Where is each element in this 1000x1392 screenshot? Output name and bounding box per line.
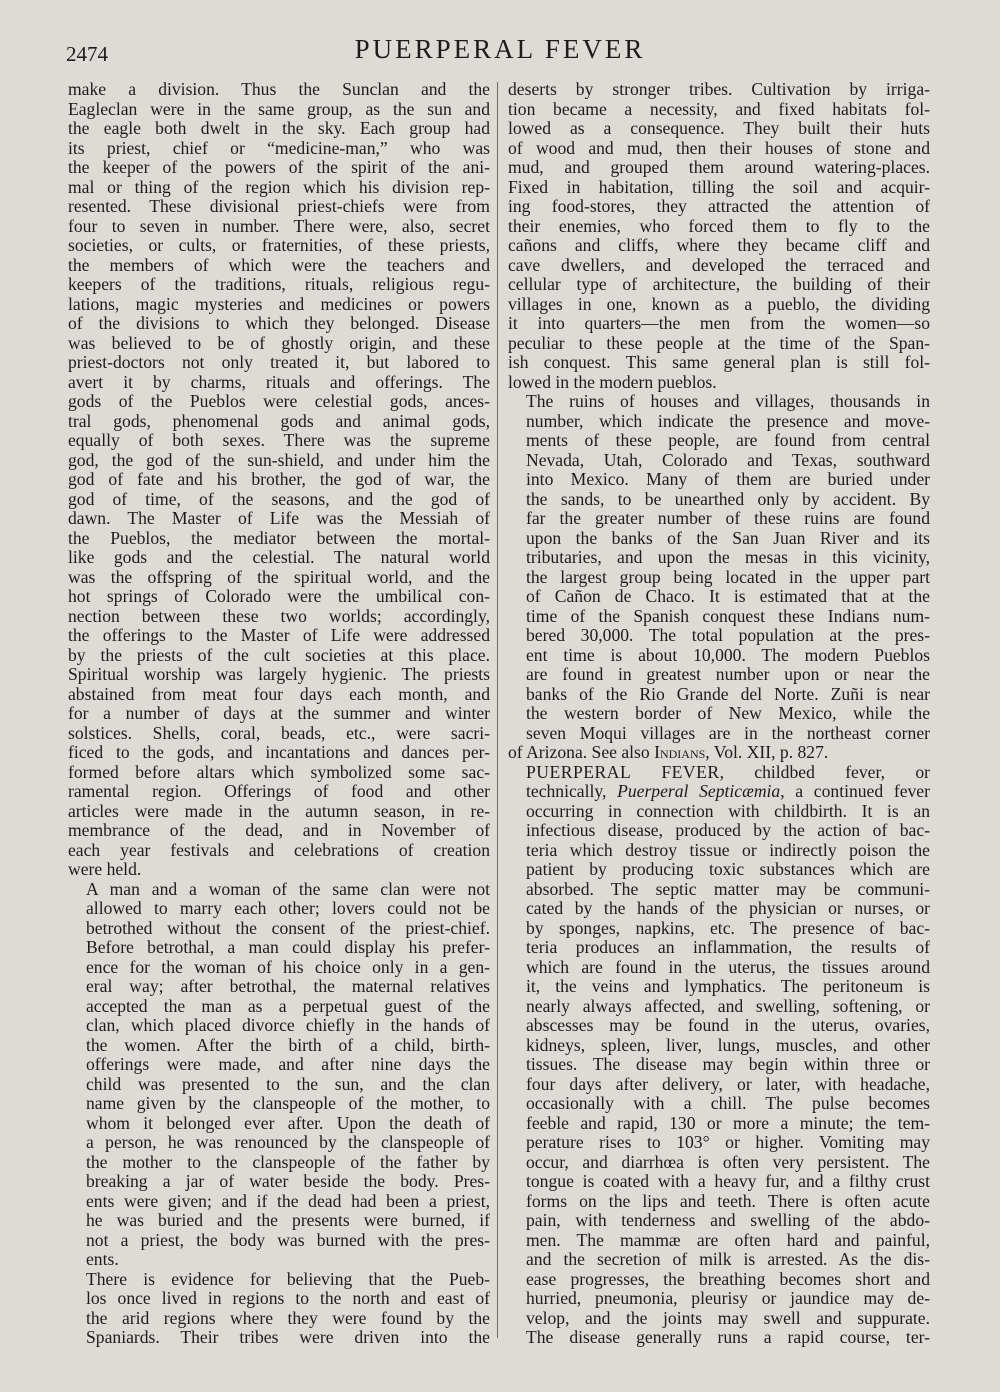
text-line: the members of which were the teachers and [68,254,490,275]
text-line: mud, and grouped them around watering-places. [508,157,930,177]
text-line: tion became a necessity, and fixed habitats fol- [508,98,930,119]
text-line: The disease generally runs a rapid course, ter- [526,1327,930,1347]
text-line: ence for the woman of his choice only in a gen- [86,956,490,977]
text-line: betrothed without the consent of the priest-chief. [86,917,490,938]
text-line: perature rises to 103° or higher. Vomiting may [526,1132,930,1152]
text-line: mal or thing of the region which his division rep- [68,176,490,197]
text-line: gods of the Pueblos were celestial gods, ances- [68,391,490,411]
paragraph-pueblo-ruins [508,392,930,743]
text-line: avert it by charms, rituals and offerings. The [68,371,490,392]
text-line: was the offspring of the spiritual world, and the [68,566,490,587]
text-line: feeble and rapid, 130 or more a minute; the tem- [526,1112,930,1133]
text-line: ments of these people, are found from central [526,430,930,450]
text-line: cellular type of architecture, the building of their [508,274,930,294]
text-line: abstained from meat four days each month, and [68,683,490,704]
running-head: PUERPERAL FEVER [354,34,646,64]
text-line: formed before altars which symbolized some sac- [68,761,490,782]
text-line: Spaniards. Their tribes were driven into the [86,1327,490,1347]
text-line: it, the veins and lymphatics. The peritoneum is [526,976,930,996]
text-line: cated by the hands of the physician or nurses, or [526,898,930,918]
text-line: breaking a jar of water beside the body. Pres- [86,1171,490,1191]
text-line: and the secretion of milk is arrested. As the dis- [526,1249,930,1269]
text-line: abscesses may be found in the uterus, ovaries, [526,1015,930,1035]
paragraph-pueblo-religion [68,80,490,880]
text-line: far the greater number of these ruins are found [526,508,930,528]
text-line: eral way; after betrothal, the maternal relatives [86,976,490,996]
text-line: the arid regions where they were found by the [86,1307,490,1328]
paragraph-pueblo-dwellings [508,80,930,392]
text-line: of Cañon de Chaco. It is estimated that at the [526,586,930,606]
text-line: offerings were made, and after nine days the [86,1054,490,1074]
text-line: hurried, pneumonia, pleurisy or jaundice may de- [526,1288,930,1308]
text-line: ents. [86,1249,119,1269]
text-line: articles were made in the autumn season, in re- [68,800,490,821]
text-line: technically, Puerperal Septicæmia, a continued fever [526,781,930,801]
text-line: the largest group being located in the upper part [526,566,930,587]
text-line: ents were given; and if the dead had been a priest, [86,1190,490,1211]
text-line: ficed to the gods, and incantations and dances per- [68,742,490,762]
text-line: lowed in the modern pueblos. [508,371,717,392]
text-line: its priest, chief or “medicine-man,” who was [68,137,490,158]
page-number: 2474 [66,42,108,66]
text-line: resented. These divisional priest-chiefs were from [68,196,490,216]
text-line: make a division. Thus the Sunclan and the [68,79,490,99]
text-line: of wood and mud, then their houses of stone and [508,137,930,158]
text-line: Before betrothal, a man could display his prefer- [86,937,490,957]
text-line: occasionally with a chill. The pulse becomes [526,1093,930,1113]
text-line: the women. After the birth of a child, birth- [86,1034,490,1055]
paragraph-puerperal-fever [508,763,930,1348]
text-line: are found in greatest number upon or near the [526,664,930,684]
text-line: the Pueblos, the mediator between the mortal- [68,527,490,548]
text-line: tissues. The disease may begin within three or [526,1054,930,1074]
text-line: banks of the Rio Grande del Norte. Zuñi is near [526,683,930,704]
left-column [68,80,490,1348]
text-line: the offerings to the Master of Life were addressed [68,625,490,645]
text-line: cañons and cliffs, where they became cliff and [508,235,930,255]
text-line: men. The mammæ are often hard and painful, [526,1229,930,1250]
text-line: The ruins of houses and villages, thousands in [526,391,930,411]
text-line: seven Moqui villages are in the northeast corner [526,722,930,743]
text-line: the keeper of the powers of the spirit of the ani- [68,157,490,177]
text-line: were held. [68,859,142,879]
text-line: teria which destroy tissue or indirectly poison the [526,839,930,860]
text-line: keepers of the traditions, rituals, religious regu- [68,274,490,294]
text-line: kidneys, spleen, liver, lungs, muscles, and other [526,1034,930,1055]
text-line: Eagleclan were in the same group, as the sun and [68,98,490,119]
text-line: velop, and the joints may swell and suppurate. [526,1307,930,1328]
text-line: tongue is coated with a heavy fur, and a filthy crust [526,1171,930,1191]
text-line: hot springs of Colorado were the umbilical con- [68,586,490,606]
text-line: Nevada, Utah, Colorado and Texas, southward [526,449,930,470]
right-column [508,80,930,1348]
text-line: villages in one, known as a pueblo, the dividing [508,293,930,314]
text-line: A man and a woman of the same clan were not [86,878,490,899]
text-line: which are found in the uterus, the tissues around [526,956,930,977]
text-line: ent time is about 10,000. The modern Pueblos [526,644,930,665]
text-line: not a priest, the body was burned with the pres- [86,1229,490,1250]
text-line: like gods and the celestial. The natural world [68,547,490,567]
text-line: nection between these two worlds; accordingly, [68,605,490,626]
text-line: membrance of the dead, and in November of [68,820,490,840]
text-line: solstices. Shells, coral, beads, etc., were sacri- [68,722,490,743]
text-line: tral gods, phenomenal gods and animal gods, [68,410,490,431]
text-line: lations, magic mysteries and medicines or powers [68,293,490,314]
text-line: teria produces an inflammation, the results of [526,937,930,957]
text-line: a person, he was renounced by the clanspeople of [86,1132,490,1152]
text-line: upon the banks of the San Juan River and its [526,527,930,548]
text-line: time of the Spanish conquest these Indians num- [526,605,930,626]
text-line: peculiar to these people at the time of the Span- [508,332,930,353]
text-line: ease progresses, the breathing becomes short and [526,1268,930,1289]
text-line: absorbed. The septic matter may be communi- [526,878,930,899]
text-line: the eagle both dwelt in the sky. Each group had [68,118,490,138]
text-line: tributaries, and upon the mesas in this vicinity, [526,547,930,567]
text-line: it into quarters—the men from the women—so [508,313,930,333]
paragraph-pueblo-origins [68,1270,490,1348]
text-line: lowed as a consequence. They built their huts [508,118,930,138]
text-line: There is evidence for believing that the Pueb- [86,1268,490,1289]
text-line: name given by the clanspeople of the mother, to [86,1093,490,1113]
text-line: he was buried and the presents were burned, if [86,1210,490,1230]
page-header [60,34,940,68]
text-line: dawn. The Master of Life was the Messiah of [68,508,490,528]
text-line: cave dwellers, and developed the terraced and [508,254,930,275]
text-line: Spiritual worship was largely hygienic. The priests [68,664,490,684]
cross-reference: Indians [654,742,706,762]
text-line: the sands, to be unearthed only by accident. By [526,488,930,509]
text-line: occurring in connection with childbirth. It is an [526,800,930,821]
text-line: clan, which placed divorce chiefly in the hands of [86,1015,490,1035]
text-line: allowed to marry each other; lovers could not be [86,898,490,918]
text-line: societies, or cults, or fraternities, of these priests, [68,235,490,255]
text-line: forms on the lips and teeth. There is often acute [526,1190,930,1211]
text-line: PUERPERAL FEVER, childbed fever, or [526,761,930,782]
text-line: the western border of New Mexico, while the [526,703,930,723]
text-line: pain, with tenderness and swelling of the abdo- [526,1210,930,1230]
text-line: patient by producing toxic substances which are [526,859,930,879]
text-line: the mother to the clanspeople of the father by [86,1151,490,1172]
text-line: of the divisions to which they belonged. Disease [68,313,490,333]
text-line: for a number of days at the summer and winter [68,703,490,723]
text-line: four days after delivery, or later, with headache, [526,1073,930,1094]
text-line: of Arizona. See also Indians, Vol. XII, p. 827. [508,742,829,762]
latin-term: Puerperal Septicæmia [617,781,781,801]
text-line: ing food-stores, they attracted the attention of [508,196,930,216]
text-line: Fixed in habitation, tilling the soil and acquir- [508,176,930,197]
text-line: whom it belonged ever after. Upon the death of [86,1112,490,1133]
text-line: each year festivals and celebrations of creation [68,839,490,860]
text-line: accepted the man as a perpetual guest of the [86,995,490,1016]
text-line: by the priests of the cult societies at this place. [68,644,490,665]
text-line: infectious disease, produced by the action of bac- [526,820,930,840]
column-divider [497,82,498,1338]
text-line: deserts by stronger tribes. Cultivation by irriga- [508,79,930,99]
text-line: their enemies, who forced them to fly to the [508,215,930,236]
text-line: number, which indicate the presence and move- [526,410,930,431]
text-line: god of time, of the seasons, and the god of [68,488,490,509]
paragraph-marriage-customs [68,880,490,1270]
text-line: priest-doctors not only treated it, but labored to [68,352,490,372]
text-line: los once lived in regions to the north and east of [86,1288,490,1308]
text-line: nearly always affected, and swelling, softening, or [526,995,930,1016]
text-line: child was presented to the sun, and the clan [86,1073,490,1094]
entry-term: PUERPERAL FEVER [526,761,720,782]
text-line: was believed to be of ghostly origin, and these [68,332,490,353]
text-line: ramental region. Offerings of food and other [68,781,490,801]
text-line: god, the god of the sun-shield, and under him the [68,449,490,470]
text-line: into Mexico. Many of them are buried under [526,469,930,489]
text-line: occur, and diarrhœa is often very persistent. The [526,1151,930,1172]
text-line: by sponges, napkins, etc. The presence of bac- [526,917,930,938]
text-line: god of fate and his brother, the god of war, the [68,469,490,489]
text-line: ish conquest. This same general plan is still fol- [508,352,930,372]
text-line: bered 30,000. The total population at the pres- [526,625,930,645]
text-line: four to seven in number. There were, also, secret [68,215,490,236]
text-line: equally of both sexes. There was the supreme [68,430,490,450]
